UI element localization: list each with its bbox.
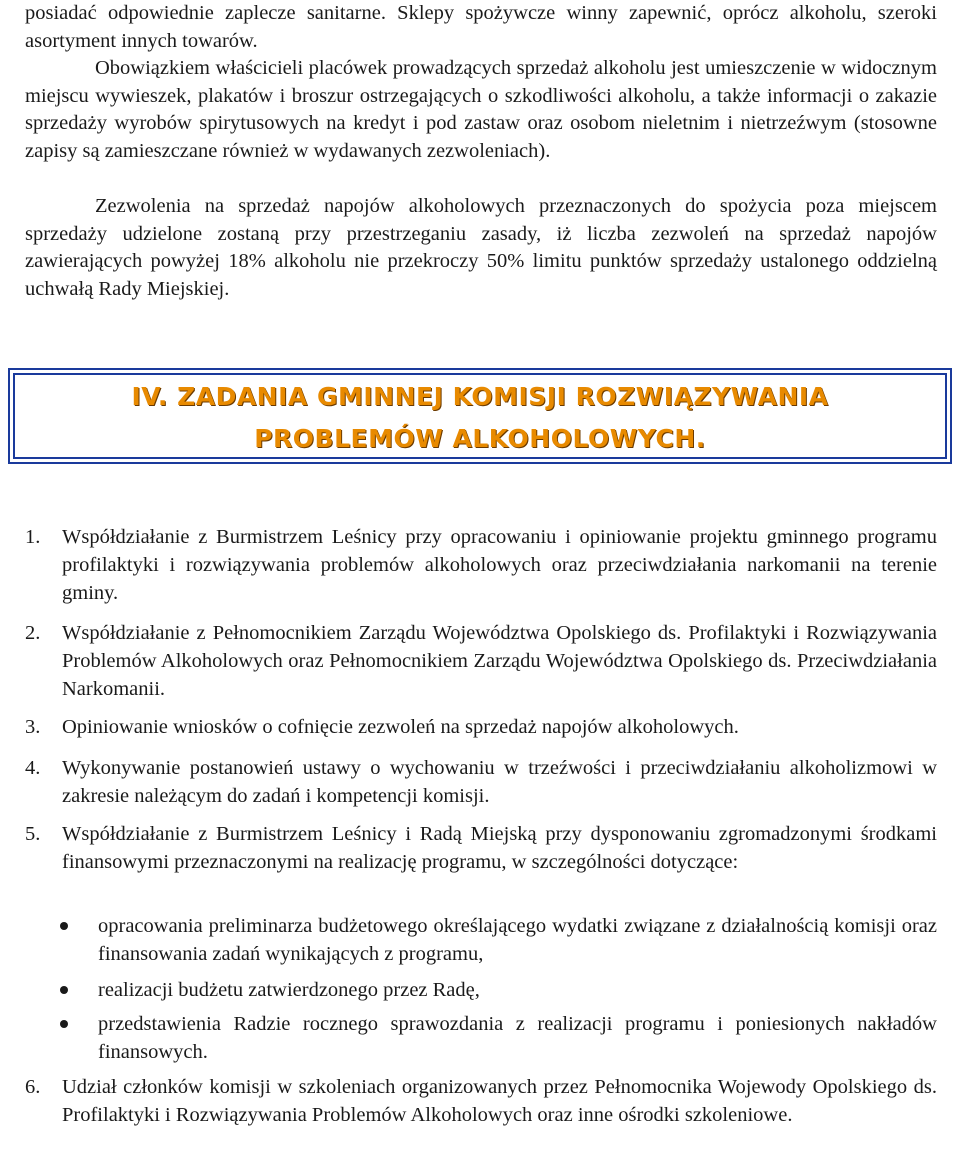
- list-item-text: Udział członków komisji w szkoleniach organizowanych przez Pełnomocnika Wojewody Opolskiego ds. Profilaktyki i Rozwiązywania Problemów Alkoholowych oraz inne ośrodki szkoleniowe.: [62, 1076, 937, 1126]
- list-item-5: [25, 820, 937, 876]
- bullet-item-1: [60, 912, 937, 968]
- list-item-text: Współdziałanie z Burmistrzem Leśnicy i Radą Miejską przy dysponowaniu zgromadzonymi środkami finansowymi przeznaczonymi na realizację programu, w szczególności dotyczące:: [62, 823, 937, 873]
- section-title-line-1: IV. ZADANIA GMINNEJ KOMISJI ROZWIĄZYWANIA: [131, 382, 829, 411]
- section-heading-box: [8, 368, 952, 464]
- list-item-number: 5.: [25, 823, 41, 845]
- list-item-4: [25, 754, 937, 810]
- list-item-6: [25, 1073, 937, 1129]
- paragraph-obligations: Obowiązkiem właścicieli placówek prowadzących sprzedaż alkoholu jest umieszczenie w widocznym miejscu wywieszek, plakatów i broszur ostrzegających o szkodliwości alkoholu, a także informacji o zakazie sprzedaży wyrobów spirytusowych na kredyt i pod zastaw oraz osobom nieletnim i nietrzeźwym (stosowne zapisy są zamieszczane również w wydawanych zezwoleniach).: [25, 57, 937, 162]
- bullet-icon: [60, 986, 68, 994]
- list-item-number: 1.: [25, 526, 41, 548]
- bullet-text: przedstawienia Radzie rocznego sprawozdania z realizacji programu i poniesionych nakładów finansowych.: [98, 1013, 937, 1063]
- bullet-text: opracowania preliminarza budżetowego określającego wydatki związane z działalnością komisji oraz finansowania zadań wynikających z programu,: [98, 915, 937, 965]
- list-item-2: [25, 619, 937, 703]
- list-item-text: Opiniowanie wniosków o cofnięcie zezwoleń na sprzedaż napojów alkoholowych.: [62, 716, 739, 738]
- list-item-number: 2.: [25, 622, 41, 644]
- section-title-line-2: PROBLEMÓW ALKOHOLOWYCH.: [254, 424, 706, 453]
- list-item-1: [25, 523, 937, 607]
- bullet-item-3: [60, 1010, 937, 1066]
- paragraph-continuation: posiadać odpowiednie zaplecze sanitarne. Sklepy spożywcze winny zapewnić, oprócz alkoholu, szeroki asortyment innych towarów.: [25, 2, 937, 52]
- bullet-icon: [60, 1020, 68, 1028]
- list-item-number: 3.: [25, 716, 41, 738]
- list-item-text: Współdziałanie z Pełnomocnikiem Zarządu Województwa Opolskiego ds. Profilaktyki i Rozwiązywania Problemów Alkoholowych oraz Pełnomocnikiem Zarządu Województwa Opolskiego ds. Przeciwdziałania Narkomanii.: [62, 622, 937, 700]
- list-item-number: 4.: [25, 757, 41, 779]
- list-item-number: 6.: [25, 1076, 41, 1098]
- bullet-icon: [60, 922, 68, 930]
- list-item-3: [25, 713, 937, 741]
- list-item-text: Współdziałanie z Burmistrzem Leśnicy przy opracowaniu i opiniowanie projektu gminnego programu profilaktyki i rozwiązywania problemów alkoholowych oraz przeciwdziałania narkomanii na terenie gminy.: [62, 526, 937, 604]
- bullet-text: realizacji budżetu zatwierdzonego przez Radę,: [98, 979, 480, 1001]
- list-item-text: Wykonywanie postanowień ustawy o wychowaniu w trzeźwości i przeciwdziałaniu alkoholizmowi w zakresie należącym do zadań i kompetencji komisji.: [62, 757, 937, 807]
- bullet-item-2: [60, 976, 937, 1004]
- paragraph-permits: Zezwolenia na sprzedaż napojów alkoholowych przeznaczonych do spożycia poza miejscem sprzedaży udzielone zostaną przy przestrzeganiu zasady, iż liczba zezwoleń na sprzedaż napojów zawierających powyżej 18% alkoholu nie przekroczy 50% limitu punktów sprzedaży ustalonego oddzielną uchwałą Rady Miejskiej.: [25, 195, 937, 300]
